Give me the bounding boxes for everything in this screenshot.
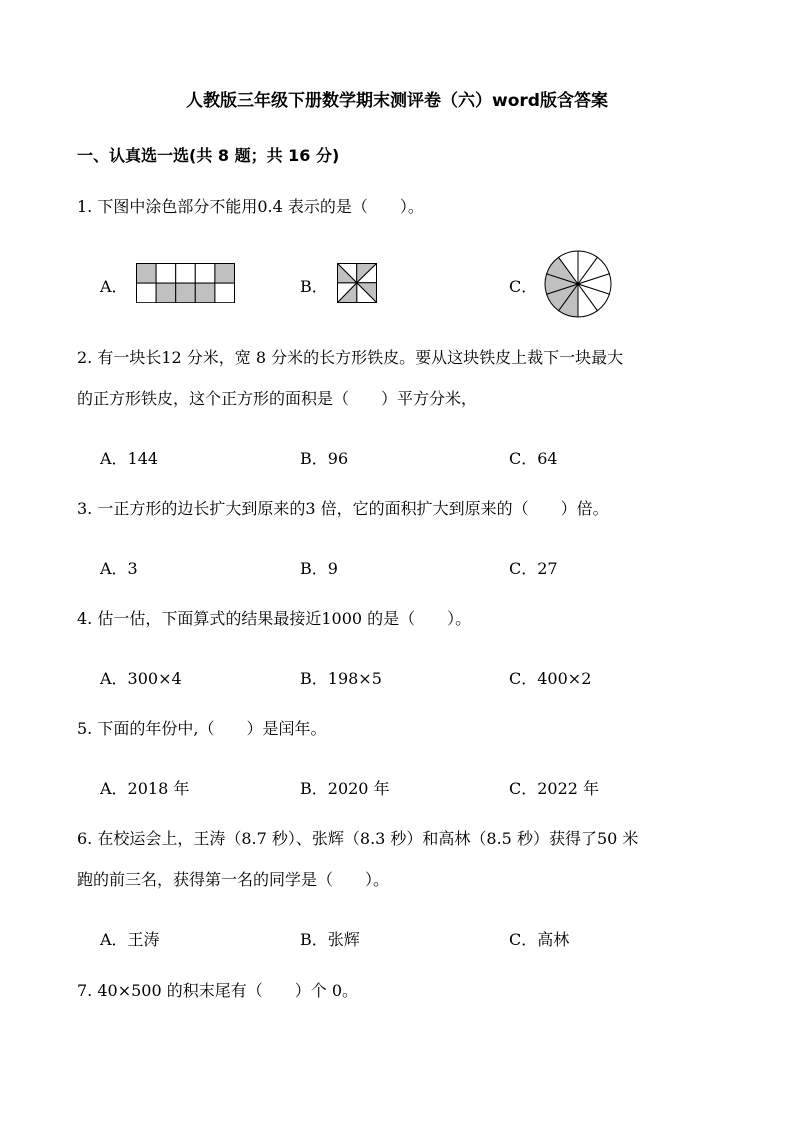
grid-cell [195,283,215,303]
q2-option-a[interactable]: A．144 [100,449,159,468]
q6-option-c[interactable]: C．高林 [509,930,570,949]
question-2-line-1: 2. 有一块长12 分米，宽 8 分米的长方形铁皮。要从这块铁皮上裁下一块最大 [77,348,624,367]
q6-option-b[interactable]: B．张辉 [300,930,360,949]
grid-cell [215,283,235,303]
q5-option-b[interactable]: B．2020 年 [300,779,390,798]
grid-cell [195,264,215,284]
q4-option-a[interactable]: A．300×4 [100,669,182,688]
q2-option-b[interactable]: B．96 [300,449,349,468]
grid-cell [176,283,196,303]
q5-option-c[interactable]: C．2022 年 [509,779,600,798]
question-2-line-2: 的正方形铁皮，这个正方形的面积是（ ）平方分米， [77,389,478,408]
q3-option-b[interactable]: B．9 [300,559,338,578]
question-1-line-1: 1. 下图中涂色部分不能用0.4 表示的是（ ）。 [77,197,424,216]
q1-option-a-label[interactable]: A． [100,277,128,296]
q3-option-a[interactable]: A．3 [100,559,138,578]
question-6-line-2: 跑的前三名，获得第一名的同学是（ ）。 [77,870,390,889]
question-4-line-1: 4. 估一估，下面算式的结果最接近1000 的是（ ）。 [77,609,472,628]
q4-option-b[interactable]: B．198×5 [300,669,382,688]
question-5-line-1: 5. 下面的年份中,（ ）是闰年。 [77,719,327,738]
q1-option-c-label[interactable]: C． [509,277,538,296]
grid-rectangle-figure [136,263,236,303]
document-title: 人教版三年级下册数学期末测评卷（六）word版含答案 [186,91,608,111]
q4-option-c[interactable]: C．400×2 [509,669,592,688]
divided-square-figure [337,263,377,303]
grid-cell [215,264,235,284]
q2-option-c[interactable]: C．64 [509,449,558,468]
grid-cell [137,264,157,284]
divided-circle-figure [544,250,612,318]
question-3-line-1: 3. 一正方形的边长扩大到原来的3 倍，它的面积扩大到原来的（ ）倍。 [77,499,609,518]
section-heading: 一、认真选一选(共 8 题；共 16 分) [77,146,340,165]
grid-cell [176,264,196,284]
grid-cell [156,283,176,303]
q3-option-c[interactable]: C．27 [509,559,558,578]
grid-cell [137,283,157,303]
grid-cell [156,264,176,284]
q6-option-a[interactable]: A．王涛 [100,930,160,949]
q1-option-b-label[interactable]: B． [300,277,328,296]
question-6-line-1: 6. 在校运会上，王涛（8.7 秒）、张辉（8.3 秒）和高林（8.5 秒）获得了50 米 [77,829,639,848]
q5-option-a[interactable]: A．2018 年 [100,779,190,798]
question-7-line-1: 7. 40×500 的积末尾有（ ）个 0。 [77,981,359,1000]
